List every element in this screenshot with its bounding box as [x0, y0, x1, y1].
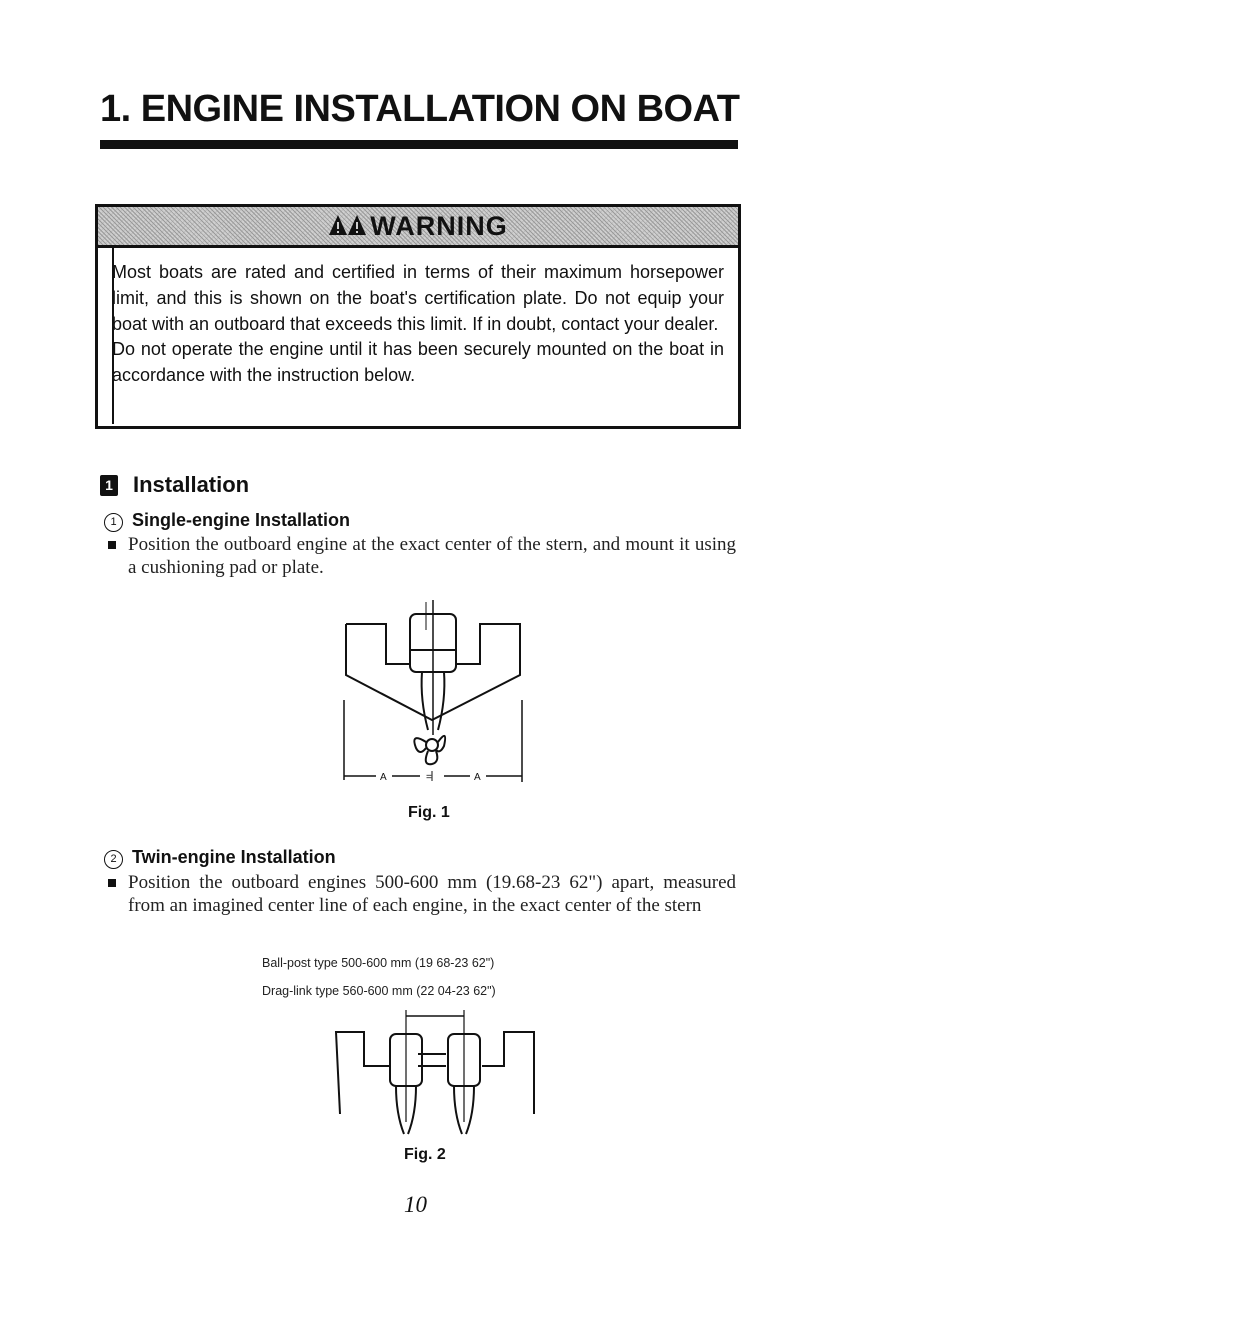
page-number: 10	[404, 1192, 427, 1217]
circled-number-1: 1	[104, 513, 123, 532]
section-heading-installation	[100, 470, 249, 500]
figure-2-twin-engine-diagram	[334, 1004, 540, 1142]
single-engine-text: Position the outboard engine at the exact center of the stern, and mount it using a cushioning pad or plate.	[128, 534, 736, 578]
figure-1-label-equal: =	[426, 772, 432, 783]
figure-1-single-engine-diagram	[340, 600, 530, 792]
twin-engine-heading-text: Twin-engine Installation	[132, 847, 336, 867]
warning-title-text: WARNING	[370, 211, 508, 241]
warning-text	[112, 260, 724, 389]
twin-engine-text: Position the outboard engines 500-600 mm (19.68-23 62") apart, measured from an imagined center line of each engine, in the exact center of the stern	[128, 872, 736, 916]
warning-paragraph-1: Most boats are rated and certified in terms of their maximum horsepower limit, and this is shown on the boat's certification plate. Do not equip your boat with an outboard that exceeds this limit. If in doubt, contact your dealer.	[112, 262, 724, 334]
title-rule	[100, 140, 738, 149]
figure-1-label-a-right: A	[474, 772, 481, 783]
figure-2-caption: Fig. 2	[404, 1146, 446, 1163]
section-title: Installation	[133, 472, 250, 497]
section-number-badge: 1	[100, 475, 118, 496]
figure-1-label-a: A	[380, 772, 387, 783]
circled-number-2: 2	[104, 850, 123, 869]
bullet-square-icon	[108, 879, 116, 887]
spec-ball-post: Ball-post type 500-600 mm (19 68-23 62")	[262, 956, 495, 970]
single-engine-heading	[104, 510, 350, 532]
single-engine-heading-text: Single-engine Installation	[132, 510, 351, 530]
spec-drag-link: Drag-link type 560-600 mm (22 04-23 62")	[262, 984, 496, 998]
page-title: 1. ENGINE INSTALLATION ON BOAT	[100, 88, 740, 130]
warning-box	[95, 204, 741, 429]
warning-title	[98, 211, 738, 242]
warning-triangle-icon	[328, 213, 368, 237]
warning-paragraph-2: Do not operate the engine until it has been securely mounted on the boat in accordance with the instruction below.	[112, 339, 724, 386]
figure-1-caption: Fig. 1	[408, 804, 450, 821]
twin-engine-heading	[104, 847, 336, 869]
bullet-square-icon	[108, 541, 116, 549]
warning-header	[98, 207, 738, 248]
